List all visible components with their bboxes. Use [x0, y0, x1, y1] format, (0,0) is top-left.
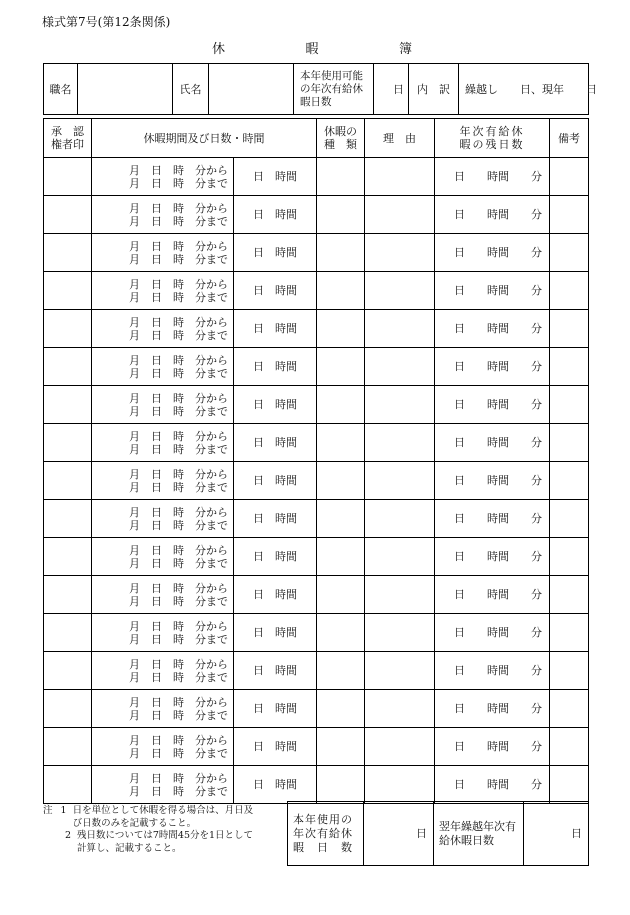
reason-cell[interactable] [365, 728, 435, 766]
carryover-text: 繰越し 日、現年 日 [459, 64, 589, 115]
table-row [44, 158, 589, 196]
title-char-1: 休 [212, 42, 226, 57]
table-row [44, 196, 589, 234]
notes-cell[interactable] [550, 576, 589, 614]
notes-cell[interactable] [550, 652, 589, 690]
period-to: 月 日 時 分まで [129, 480, 228, 494]
col-type: 休暇の 種 類 [317, 119, 365, 158]
used-unit: 日 [364, 802, 434, 866]
reason-cell[interactable] [365, 310, 435, 348]
approver-seal-cell[interactable] [44, 234, 92, 272]
remaining-cell[interactable]: 日 時間 分 [435, 348, 550, 386]
notes-cell[interactable] [550, 424, 589, 462]
form-id: 様式第7号(第12条関係) [42, 15, 171, 29]
col-period: 休暇期間及び日数・時間 [92, 119, 317, 158]
notes-cell[interactable] [550, 728, 589, 766]
table-row [44, 386, 589, 424]
used-label: 本年使用の年次有給休暇 日 数 [288, 802, 364, 866]
days-hours-cell[interactable]: 日 時間 [234, 728, 317, 766]
days-hours-cell[interactable]: 日 時間 [234, 576, 317, 614]
reason-cell[interactable] [365, 652, 435, 690]
days-hours-cell[interactable]: 日 時間 [234, 424, 317, 462]
period-cell[interactable] [92, 766, 234, 804]
remaining-cell[interactable]: 日 時間 分 [435, 614, 550, 652]
reason-cell[interactable] [365, 576, 435, 614]
notes-cell[interactable] [550, 310, 589, 348]
page-title [212, 38, 412, 57]
note-1-number: 1 [60, 805, 67, 816]
next-unit: 日 [524, 802, 589, 866]
notes-cell[interactable] [550, 386, 589, 424]
days-hours-cell[interactable]: 日 時間 [234, 766, 317, 804]
table-row [44, 234, 589, 272]
next-label: 翌年繰越年次有給休暇日数 [434, 802, 524, 866]
shimei-field[interactable] [209, 64, 294, 115]
notes-cell[interactable] [550, 462, 589, 500]
remaining-cell[interactable]: 日 時間 分 [435, 766, 550, 804]
reason-cell[interactable] [365, 348, 435, 386]
remaining-cell[interactable]: 日 時間 分 [435, 424, 550, 462]
period-to: 月 日 時 分まで [129, 442, 228, 456]
name-label: 職名 [44, 64, 78, 115]
table-row [44, 310, 589, 348]
table-row [44, 424, 589, 462]
approver-seal-cell[interactable] [44, 348, 92, 386]
table-row [44, 728, 589, 766]
approver-seal-cell[interactable] [44, 424, 92, 462]
period-from: 月 日 時 分から [129, 581, 228, 595]
reason-cell[interactable] [365, 158, 435, 196]
period-cell[interactable] [92, 500, 234, 538]
period-from: 月 日 時 分から [129, 353, 228, 367]
period-cell[interactable] [92, 348, 234, 386]
leave-type-cell[interactable] [317, 728, 365, 766]
leave-type-cell[interactable] [317, 538, 365, 576]
period-from: 月 日 時 分から [129, 429, 228, 443]
leave-type-cell[interactable] [317, 462, 365, 500]
remaining-cell[interactable]: 日 時間 分 [435, 386, 550, 424]
period-to: 月 日 時 分まで [129, 708, 228, 722]
days-hours-cell[interactable]: 日 時間 [234, 652, 317, 690]
notes-cell[interactable] [550, 538, 589, 576]
notes-cell[interactable] [550, 500, 589, 538]
remaining-cell[interactable]: 日 時間 分 [435, 462, 550, 500]
leave-type-cell[interactable] [317, 386, 365, 424]
name-field[interactable] [78, 64, 173, 115]
period-cell[interactable] [92, 158, 234, 196]
period-to: 月 日 時 分まで [129, 252, 228, 266]
leave-type-cell[interactable] [317, 500, 365, 538]
reason-cell[interactable] [365, 462, 435, 500]
period-cell[interactable] [92, 196, 234, 234]
days-hours-cell[interactable]: 日 時間 [234, 234, 317, 272]
note-label: 注 [43, 805, 53, 816]
period-to: 月 日 時 分まで [129, 518, 228, 532]
approver-seal-cell[interactable] [44, 158, 92, 196]
table-row [44, 614, 589, 652]
period-cell[interactable] [92, 652, 234, 690]
leave-type-cell[interactable] [317, 196, 365, 234]
period-to: 月 日 時 分まで [129, 670, 228, 684]
breakdown-label: 内 訳 [409, 64, 459, 115]
notes-cell[interactable] [550, 614, 589, 652]
leave-type-cell[interactable] [317, 310, 365, 348]
period-cell[interactable] [92, 310, 234, 348]
period-cell[interactable] [92, 234, 234, 272]
notes-cell[interactable] [550, 196, 589, 234]
approver-seal-cell[interactable] [44, 766, 92, 804]
approver-seal-cell[interactable] [44, 500, 92, 538]
days-hours-cell[interactable]: 日 時間 [234, 462, 317, 500]
remaining-cell[interactable]: 日 時間 分 [435, 500, 550, 538]
period-from: 月 日 時 分から [129, 277, 228, 291]
reason-cell[interactable] [365, 538, 435, 576]
approver-seal-cell[interactable] [44, 310, 92, 348]
summary-table [287, 801, 589, 866]
remaining-cell[interactable]: 日 時間 分 [435, 234, 550, 272]
remaining-cell[interactable]: 日 時間 分 [435, 272, 550, 310]
approver-seal-cell[interactable] [44, 576, 92, 614]
header-table [43, 63, 597, 115]
note-2-number: 2 [65, 830, 72, 841]
period-to: 月 日 時 分まで [129, 632, 228, 646]
leave-type-cell[interactable] [317, 158, 365, 196]
reason-cell[interactable] [365, 234, 435, 272]
leave-type-cell[interactable] [317, 348, 365, 386]
remaining-cell[interactable]: 日 時間 分 [435, 576, 550, 614]
days-hours-cell[interactable]: 日 時間 [234, 310, 317, 348]
col-remaining: 年次有給休 暇の残日数 [435, 119, 550, 158]
remaining-cell[interactable]: 日 時間 分 [435, 196, 550, 234]
period-from: 月 日 時 分から [129, 201, 228, 215]
leave-type-cell[interactable] [317, 766, 365, 804]
table-row [44, 690, 589, 728]
days-hours-cell[interactable]: 日 時間 [234, 614, 317, 652]
approver-seal-cell[interactable] [44, 462, 92, 500]
reason-cell[interactable] [365, 614, 435, 652]
notes-cell[interactable] [550, 234, 589, 272]
table-row [44, 576, 589, 614]
leave-type-cell[interactable] [317, 424, 365, 462]
days-hours-cell[interactable]: 日 時間 [234, 386, 317, 424]
table-row [44, 500, 589, 538]
period-to: 月 日 時 分まで [129, 594, 228, 608]
table-row [44, 272, 589, 310]
approver-seal-cell[interactable] [44, 538, 92, 576]
table-row [44, 538, 589, 576]
period-from: 月 日 時 分から [129, 163, 228, 177]
reason-cell[interactable] [365, 766, 435, 804]
period-to: 月 日 時 分まで [129, 746, 228, 760]
period-from: 月 日 時 分から [129, 315, 228, 329]
period-cell[interactable] [92, 538, 234, 576]
reason-cell[interactable] [365, 272, 435, 310]
leave-table [43, 118, 589, 804]
days-hours-cell[interactable]: 日 時間 [234, 272, 317, 310]
period-to: 月 日 時 分まで [129, 176, 228, 190]
col-approver: 承 認 権者印 [44, 119, 92, 158]
period-from: 月 日 時 分から [129, 619, 228, 633]
period-to: 月 日 時 分まで [129, 784, 228, 798]
period-from: 月 日 時 分から [129, 505, 228, 519]
days-hours-cell[interactable]: 日 時間 [234, 690, 317, 728]
approver-seal-cell[interactable] [44, 690, 92, 728]
period-to: 月 日 時 分まで [129, 214, 228, 228]
days-hours-cell[interactable]: 日 時間 [234, 158, 317, 196]
period-cell[interactable] [92, 272, 234, 310]
approver-seal-cell[interactable] [44, 196, 92, 234]
notes-cell[interactable] [550, 272, 589, 310]
note-1-text: 日を単位として休暇を得る場合は、月日及び日数のみを記載すること。 [72, 805, 254, 829]
period-to: 月 日 時 分まで [129, 404, 228, 418]
period-from: 月 日 時 分から [129, 733, 228, 747]
days-hours-cell[interactable]: 日 時間 [234, 348, 317, 386]
reason-cell[interactable] [365, 424, 435, 462]
available-unit: 日 [374, 64, 409, 115]
remaining-cell[interactable]: 日 時間 分 [435, 728, 550, 766]
days-hours-cell[interactable]: 日 時間 [234, 538, 317, 576]
notes-cell[interactable] [550, 690, 589, 728]
period-cell[interactable] [92, 690, 234, 728]
note-2-text: 残日数については7時間45分を1日として計算し、記載すること。 [77, 830, 254, 854]
period-cell[interactable] [92, 576, 234, 614]
approver-seal-cell[interactable] [44, 386, 92, 424]
period-cell[interactable] [92, 614, 234, 652]
period-cell[interactable] [92, 424, 234, 462]
available-label: 本年使用可能の年次有給休暇日数 [294, 64, 374, 115]
period-to: 月 日 時 分まで [129, 556, 228, 570]
period-cell[interactable] [92, 728, 234, 766]
leave-type-cell[interactable] [317, 576, 365, 614]
remaining-cell[interactable]: 日 時間 分 [435, 538, 550, 576]
reason-cell[interactable] [365, 690, 435, 728]
shimei-label: 氏名 [173, 64, 209, 115]
period-from: 月 日 時 分から [129, 695, 228, 709]
approver-seal-cell[interactable] [44, 272, 92, 310]
title-char-2: 暇 [305, 42, 319, 57]
period-from: 月 日 時 分から [129, 391, 228, 405]
leave-type-cell[interactable] [317, 614, 365, 652]
reason-cell[interactable] [365, 386, 435, 424]
period-from: 月 日 時 分から [129, 771, 228, 785]
table-row [44, 348, 589, 386]
period-from: 月 日 時 分から [129, 239, 228, 253]
notes-cell[interactable] [550, 348, 589, 386]
notes-cell[interactable] [550, 158, 589, 196]
days-hours-cell[interactable]: 日 時間 [234, 500, 317, 538]
period-cell[interactable] [92, 386, 234, 424]
title-char-3: 簿 [398, 42, 412, 57]
approver-seal-cell[interactable] [44, 728, 92, 766]
days-hours-cell[interactable]: 日 時間 [234, 196, 317, 234]
remaining-cell[interactable]: 日 時間 分 [435, 652, 550, 690]
period-to: 月 日 時 分まで [129, 328, 228, 342]
approver-seal-cell[interactable] [44, 652, 92, 690]
table-row [44, 652, 589, 690]
period-to: 月 日 時 分まで [129, 290, 228, 304]
period-cell[interactable] [92, 462, 234, 500]
table-row [44, 766, 589, 804]
remaining-cell[interactable]: 日 時間 分 [435, 310, 550, 348]
col-reason: 理 由 [365, 119, 435, 158]
col-notes: 備考 [550, 119, 589, 158]
period-to: 月 日 時 分まで [129, 366, 228, 380]
period-from: 月 日 時 分から [129, 543, 228, 557]
period-from: 月 日 時 分から [129, 467, 228, 481]
leave-type-cell[interactable] [317, 690, 365, 728]
leave-type-cell[interactable] [317, 272, 365, 310]
remaining-cell[interactable]: 日 時間 分 [435, 690, 550, 728]
period-from: 月 日 時 分から [129, 657, 228, 671]
table-row [44, 462, 589, 500]
reason-cell[interactable] [365, 500, 435, 538]
leave-type-cell[interactable] [317, 652, 365, 690]
approver-seal-cell[interactable] [44, 614, 92, 652]
notes-cell[interactable] [550, 766, 589, 804]
leave-type-cell[interactable] [317, 234, 365, 272]
reason-cell[interactable] [365, 196, 435, 234]
footnote [43, 805, 262, 855]
remaining-cell[interactable]: 日 時間 分 [435, 158, 550, 196]
